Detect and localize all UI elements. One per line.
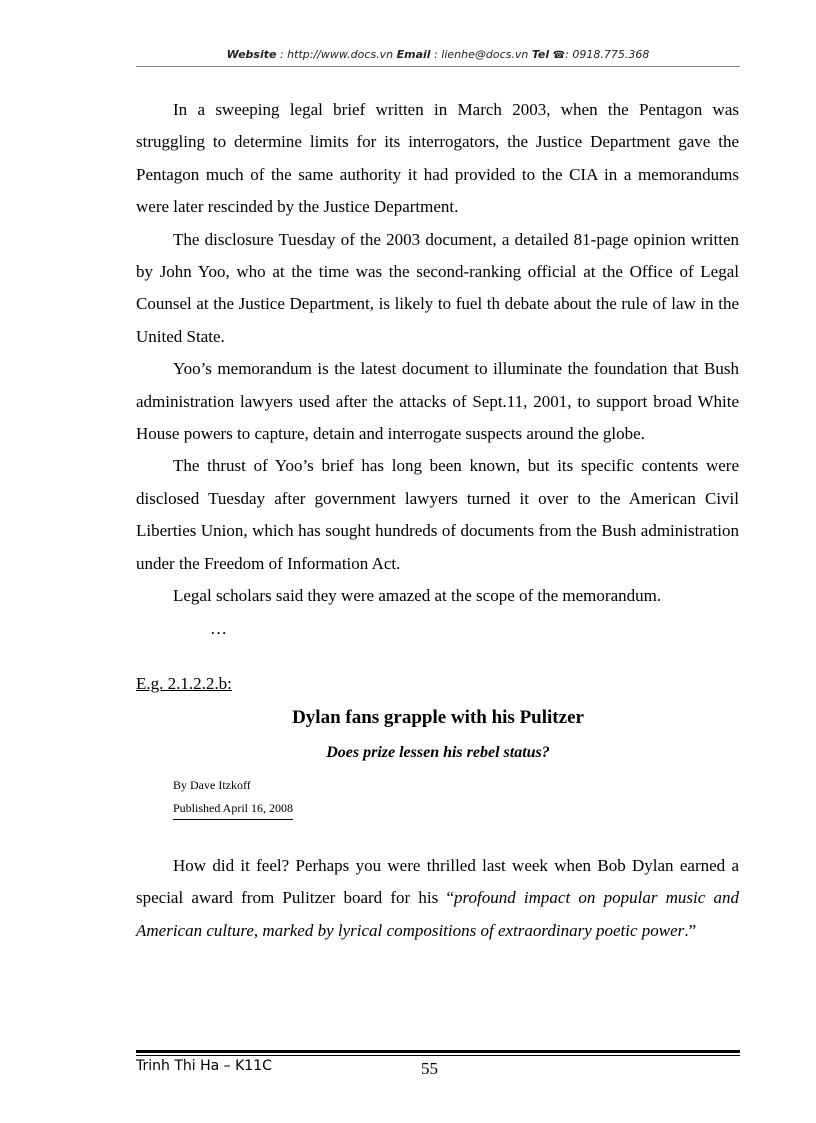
paragraph: The disclosure Tuesday of the 2003 document, a detailed 81-page opinion written by John Yoo, who at the time was the second-ranking official at the Office of Legal Counsel at the Justice Department, is likely to fuel th debate about the rule of law in the United State. xyxy=(136,229,739,346)
header-divider xyxy=(136,66,740,67)
email-label: Email xyxy=(396,48,431,61)
article-subtitle: Does prize lessen his rebel status? xyxy=(326,744,550,761)
ellipsis: … xyxy=(210,618,227,638)
article-body-end: .” xyxy=(684,920,697,940)
page-header xyxy=(136,48,740,61)
footer-author: Trinh Thi Ha – K11C xyxy=(136,1058,272,1074)
tel-label: Tel xyxy=(531,48,550,61)
article-title: Dylan fans grapple with his Pulitzer xyxy=(292,707,584,728)
paragraph: The thrust of Yoo’s brief has long been known, but its specific contents were disclosed Tuesday after government lawyers turned it over to the American Civil Liberties Union, which has sought hundreds of documents from the Bush administration under the Freedom of Information Act. xyxy=(136,456,739,573)
article-body xyxy=(136,850,739,947)
footer-divider-thin xyxy=(136,1055,740,1056)
example-label: E.g. 2.1.2.2.b: xyxy=(136,674,232,693)
article-published-date: Published April 16, 2008 xyxy=(173,801,293,820)
email-value[interactable]: : lienhe@docs.vn xyxy=(434,48,529,61)
website-value[interactable]: : http://www.docs.vn xyxy=(279,48,394,61)
paragraph: Yoo’s memorandum is the latest document to illuminate the foundation that Bush administration lawyers used after the attacks of Sept.11, 2001, to support broad White House powers to capture, detain and interrogate suspects around the globe. xyxy=(136,359,739,444)
paragraph: In a sweeping legal brief written in March 2003, when the Pentagon was struggling to determine limits for its interrogators, the Justice Department gave the Pentagon much of the same authority it had provided to the CIA in a memorandums were later rescinded by the Justice Department. xyxy=(136,100,739,217)
article-quote: profound impact on popular music and American culture, marked by lyrical compositions of extraordinary poetic power xyxy=(136,888,739,940)
article-body-start: How did it feel? Perhaps you were thrilled last week when Bob Dylan earned a special award from Pulitzer board for his “ xyxy=(136,856,739,908)
footer-divider-thick xyxy=(136,1050,740,1053)
tel-value: : 0918.775.368 xyxy=(565,48,650,61)
body-text xyxy=(136,94,739,645)
website-label: Website xyxy=(226,48,277,61)
article-paragraph xyxy=(136,850,739,947)
page-number: 55 xyxy=(421,1059,438,1078)
article-byline: By Dave Itzkoff xyxy=(173,778,251,792)
phone-icon: ☎ xyxy=(552,50,566,61)
paragraph: Legal scholars said they were amazed at the scope of the memorandum. xyxy=(173,586,662,606)
